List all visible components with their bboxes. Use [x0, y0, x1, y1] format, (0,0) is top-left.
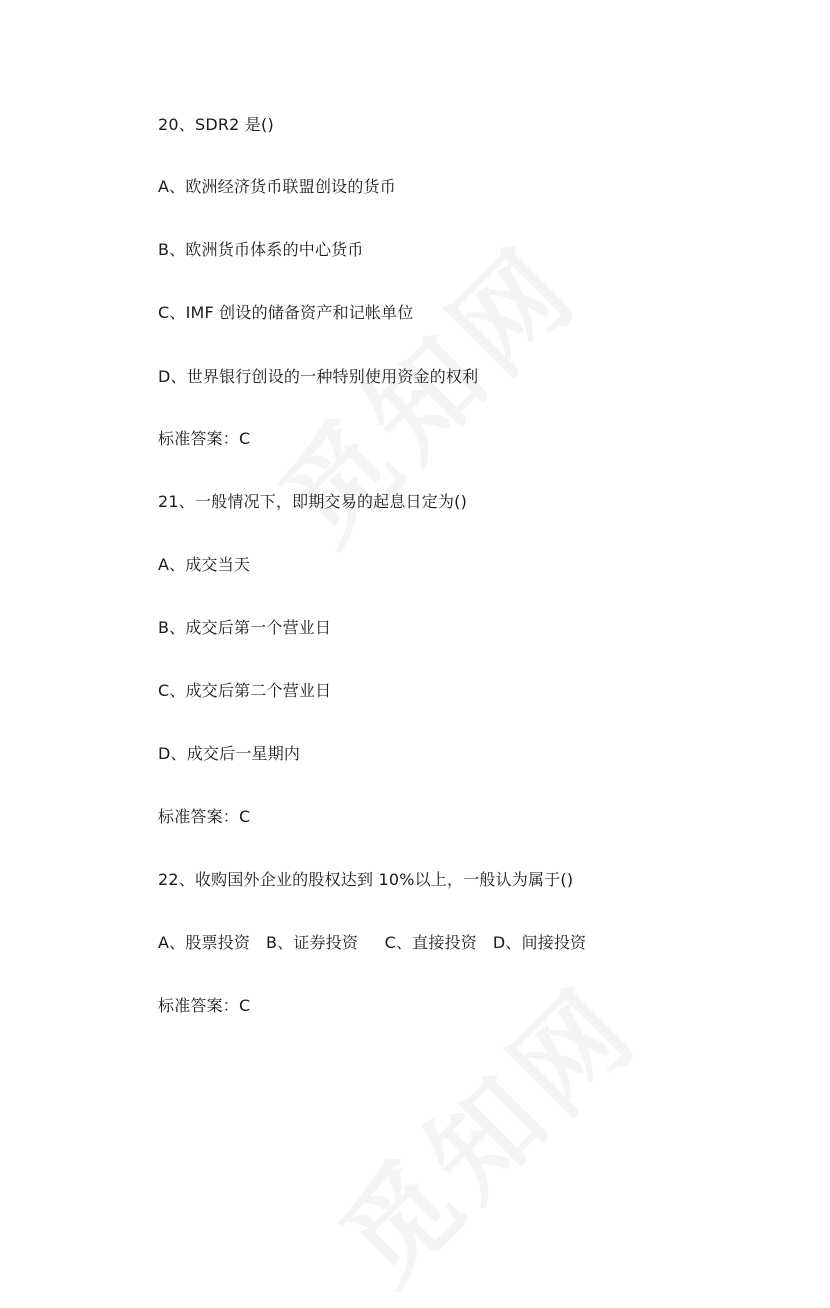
question-22-title: 22、收购国外企业的股权达到 10%以上，一般认为属于() [158, 870, 574, 889]
question-21-answer: 标准答案：C [158, 807, 251, 826]
question-20-option-c: C、IMF 创设的储备资产和记帐单位 [158, 303, 414, 322]
question-22-options: A、股票投资 B、证券投资 C、直接投资 D、间接投资 [158, 933, 587, 952]
question-21-option-d: D、成交后一星期内 [158, 744, 301, 763]
question-22-answer: 标准答案：C [158, 996, 251, 1015]
question-20-title: 20、SDR2 是() [158, 115, 274, 134]
question-20-option-d: D、世界银行创设的一种特别使用资金的权利 [158, 367, 479, 386]
question-20-answer: 标准答案：C [158, 429, 251, 448]
question-21-title: 21、一般情况下，即期交易的起息日定为() [158, 492, 468, 511]
question-21-option-a: A、成交当天 [158, 555, 251, 574]
question-20-option-a: A、欧洲经济货币联盟创设的货币 [158, 177, 396, 196]
watermark [324, 969, 656, 1301]
question-20-option-b: B、欧洲货币体系的中心货币 [158, 240, 364, 259]
question-21-option-b: B、成交后第一个营业日 [158, 618, 332, 637]
question-21-option-c: C、成交后第二个营业日 [158, 681, 332, 700]
